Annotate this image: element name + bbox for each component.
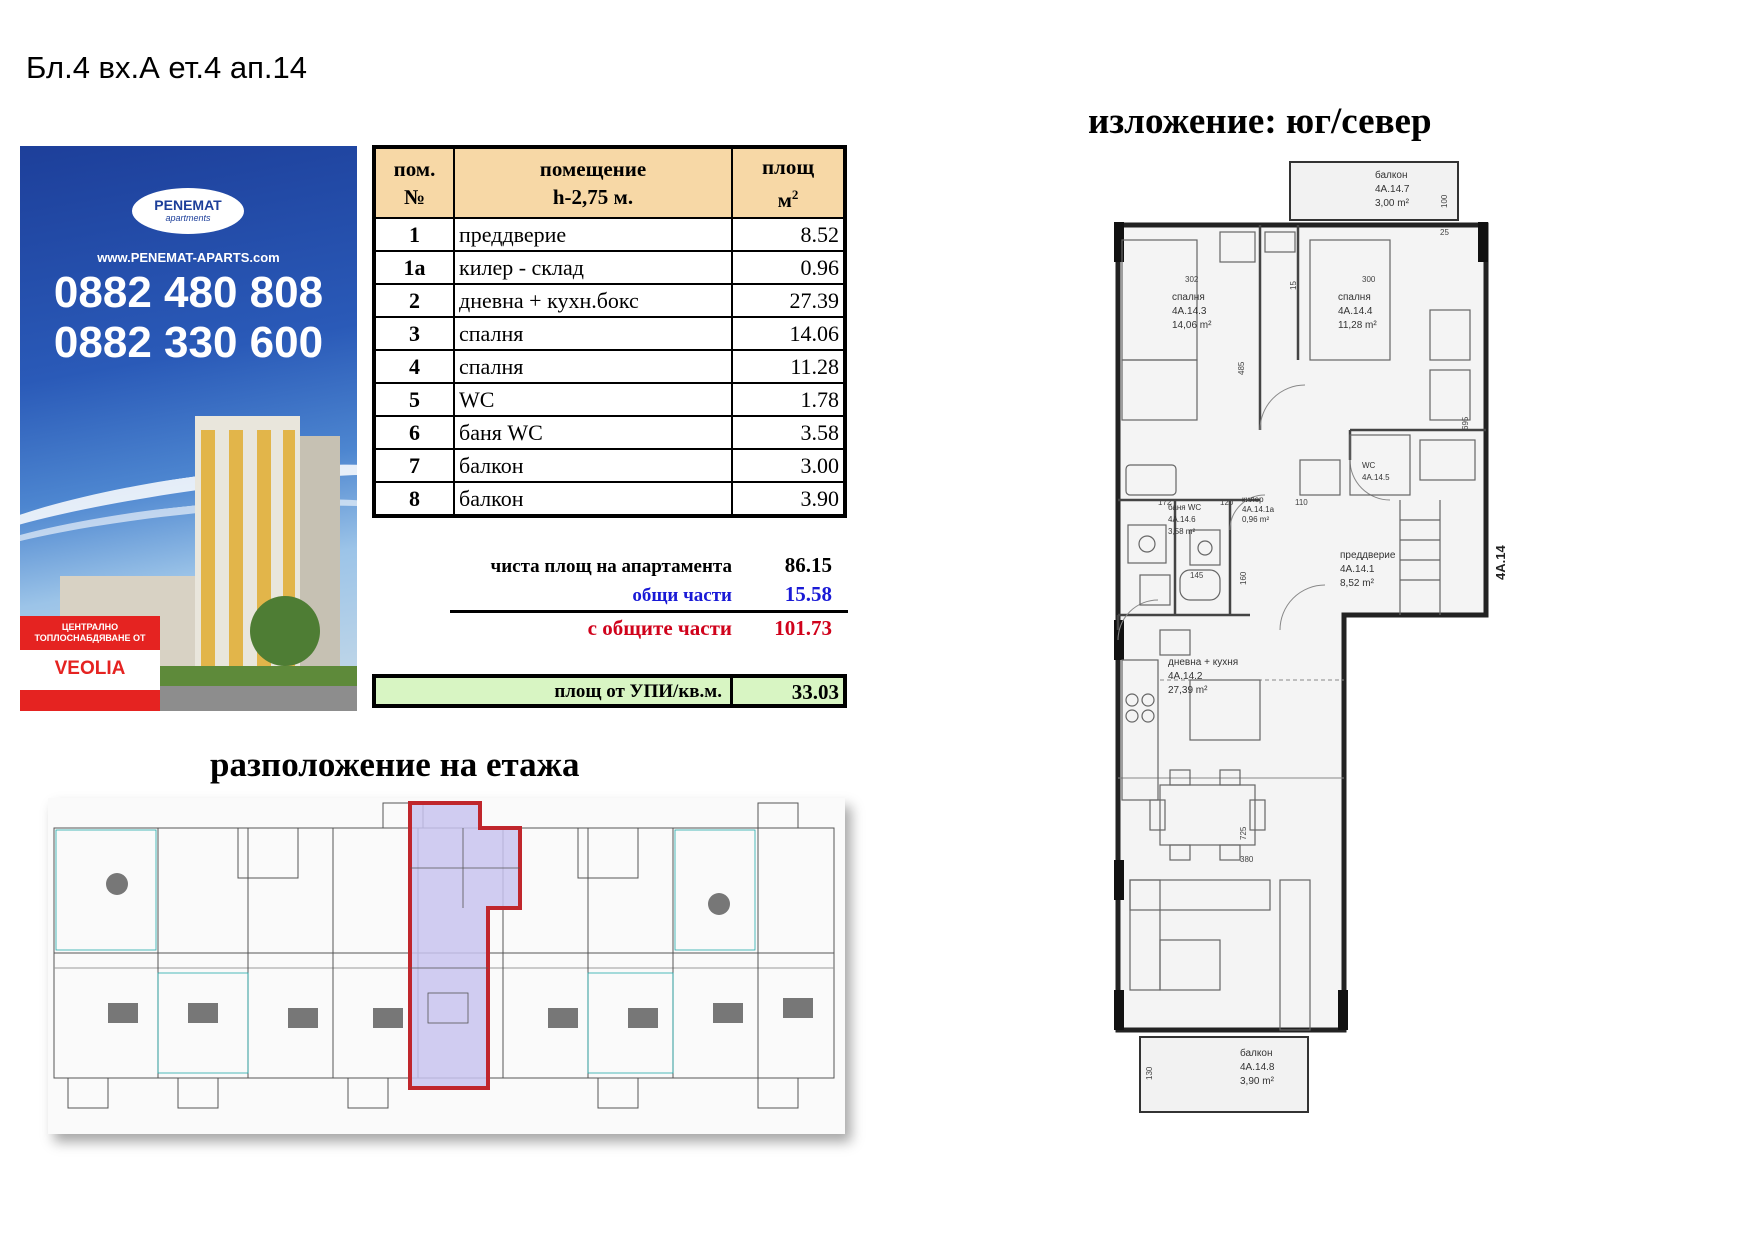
summary-common [392,582,832,607]
living-area: 27,39 m² [1168,685,1208,696]
room-name: баня WC [454,416,732,449]
bath-area: 3,58 m² [1168,527,1196,536]
document-title: Бл.4 вх.А ет.4 ап.14 [26,50,307,85]
room-no: 4 [374,350,454,383]
apartment-tag: 4А.14 [1493,545,1508,580]
balcony-top-name: балкон [1375,170,1408,181]
dim-725: 725 [1239,826,1248,840]
dim-160: 160 [1239,571,1248,585]
dim-485: 485 [1237,361,1246,375]
room-name: балкон [454,449,732,482]
table-row [374,482,845,516]
heating-line-2: ТОПЛОСНАБДЯВАНЕ ОТ [34,633,146,643]
balcony-bottom-code: 4А.14.8 [1240,1062,1275,1073]
balcony-bottom-area: 3,90 m² [1240,1076,1274,1087]
heating-text [26,622,154,644]
bedroom2-area: 11,28 m² [1338,320,1377,331]
room-area: 27.39 [732,284,845,317]
hall-area: 8,52 m² [1340,578,1374,589]
total-area-value: 101.73 [774,616,832,640]
room-name: балкон [454,482,732,516]
storage-name: килер [1242,495,1264,504]
wc-code: 4А.14.5 [1362,473,1390,482]
net-area-label: чиста площ на апартамента [490,556,732,577]
room-area: 3.58 [732,416,845,449]
bedroom1-area: 14,06 m² [1172,320,1212,331]
table-row [374,218,845,251]
summary-net [392,553,832,578]
col-header-no [374,147,454,218]
col-no-line1: пом. [393,157,436,181]
hall-code: 4А.14.1 [1340,564,1375,575]
dim-145: 145 [1190,571,1204,580]
logo-text: PENEMAT [154,197,222,213]
storage-area: 0,96 m² [1242,515,1270,524]
upi-area-box [372,674,847,708]
dim-302: 302 [1185,275,1199,284]
room-name: WC [454,383,732,416]
room-no: 1а [374,251,454,284]
col-area-line1: площ [761,154,815,179]
room-area: 11.28 [732,350,845,383]
dim-172: 172 [1158,498,1172,507]
hall-name: преддверие [1340,550,1396,561]
room-area: 8.52 [732,218,845,251]
table-row [374,383,845,416]
room-name: килер - склад [454,251,732,284]
net-area-value: 86.15 [784,553,832,577]
upi-value: 33.03 [791,680,839,704]
bedroom1-code: 4А.14.3 [1172,306,1207,317]
banner-phone-2: 0882 330 600 [53,318,324,367]
dim-380: 380 [1240,855,1254,864]
room-area: 3.00 [732,449,845,482]
apartment-outline [1118,225,1486,1030]
table-row [374,416,845,449]
tree-illustration [250,596,320,666]
living-name: дневна + кухня [1168,657,1239,668]
veolia-logo: VEOLIA [54,658,126,679]
bedroom2-name: спалня [1338,292,1371,303]
room-area: 0.96 [732,251,845,284]
logo-subtext: apartments [165,213,211,223]
room-no: 8 [374,482,454,516]
common-parts-label: общи части [632,585,732,606]
room-name: спалня [454,350,732,383]
room-no: 7 [374,449,454,482]
dim-100: 100 [1440,194,1449,208]
floor-location-title: разположение на етажа [210,745,580,784]
advertising-banner [20,146,357,711]
living-code: 4А.14.2 [1168,671,1203,682]
bedroom1-name: спалня [1172,292,1205,303]
table-row [374,251,845,284]
bath-code: 4А.14.6 [1168,515,1196,524]
heating-line-1: ЦЕНТРАЛНО [61,622,119,632]
room-no: 1 [374,218,454,251]
col-room-line2: h-2,75 м. [552,185,634,209]
bath-name: баня WC [1168,503,1202,512]
bedroom2-code: 4А.14.4 [1338,306,1373,317]
common-parts-value: 15.58 [784,582,832,606]
total-area-label: с общите части [587,616,732,640]
dim-15: 15 [1289,281,1298,290]
apartment-floor-plan [1100,160,1520,1120]
dim-300: 300 [1362,275,1376,284]
room-no: 3 [374,317,454,350]
col-area-sup: 2 [791,186,799,202]
wc-name: WC [1362,461,1376,470]
room-no: 6 [374,416,454,449]
summary-divider [450,610,848,613]
col-area-line2: м [777,187,792,212]
orientation-title: изложение: юг/север [1088,101,1432,142]
balcony-top-code: 4А.14.7 [1375,184,1410,195]
dim-120: 120 [1220,498,1234,507]
table-row [374,317,845,350]
upi-label: площ от УПИ/кв.м. [554,681,722,702]
penemat-logo [132,188,244,234]
room-name: спалня [454,317,732,350]
room-name: преддверие [454,218,732,251]
col-header-room [454,147,732,218]
col-no-line2: № [403,185,426,209]
col-room-line1: помещение [539,157,647,181]
floor-plan-drawing [48,798,845,1134]
storage-code: 4А.14.1а [1242,505,1275,514]
room-area-table [372,145,847,518]
col-header-area [732,147,845,218]
table-row [374,284,845,317]
room-area: 14.06 [732,317,845,350]
balcony-top [1290,162,1458,220]
dim-695: 695 [1461,416,1470,430]
floor-location-plan [48,798,845,1134]
banner-phone-1: 0882 480 808 [53,268,324,317]
dim-25: 25 [1440,228,1449,237]
room-no: 2 [374,284,454,317]
room-no: 5 [374,383,454,416]
banner-url: www.PENEMAT-APARTS.com [97,250,280,265]
balcony-bottom-name: балкон [1240,1048,1273,1059]
room-name: дневна + кухн.бокс [454,284,732,317]
summary-total [392,616,832,641]
dim-130: 130 [1145,1066,1154,1080]
balcony-bottom [1140,1037,1308,1112]
upi-separator [730,678,733,706]
table-row [374,449,845,482]
room-area: 3.90 [732,482,845,516]
balcony-top-area: 3,00 m² [1375,198,1409,209]
dim-110: 110 [1295,498,1308,507]
table-row [374,350,845,383]
room-area: 1.78 [732,383,845,416]
